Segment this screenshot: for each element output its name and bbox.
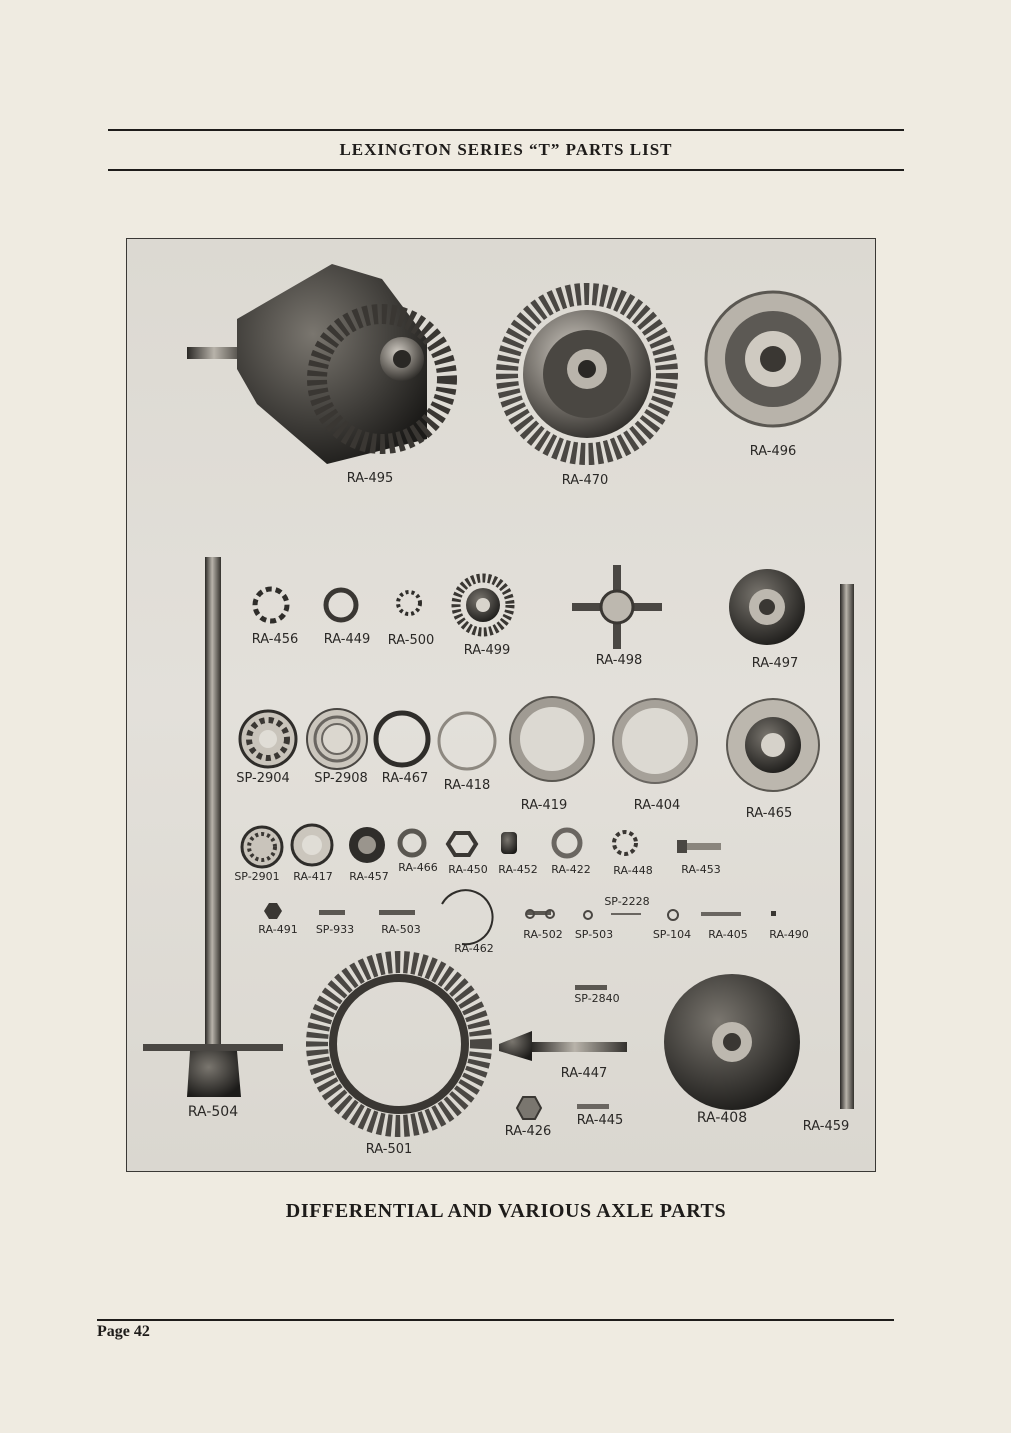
part-label-ra-503: RA-503 <box>381 923 421 936</box>
shim-ra-418 <box>439 713 495 769</box>
ring-gear-ra-501 <box>317 962 481 1126</box>
pin-ra-405 <box>701 912 741 916</box>
part-label-ra-504: RA-504 <box>187 1104 239 1120</box>
part-label-ra-502: RA-502 <box>523 928 563 941</box>
part-label-ra-408: RA-408 <box>696 1110 748 1126</box>
cotter-pin-sp-2228 <box>611 913 641 915</box>
nut-ra-426 <box>517 1097 541 1119</box>
part-label-ra-422: RA-422 <box>551 863 591 876</box>
part-label-sp-2908: SP-2908 <box>314 771 368 786</box>
figure-caption: DIFFERENTIAL AND VARIOUS AXLE PARTS <box>285 1200 727 1222</box>
header-bottom-rule <box>108 169 904 171</box>
part-label-ra-462: RA-462 <box>454 942 494 955</box>
snap-ring-ra-462 <box>442 890 493 944</box>
differential-case-ra-497 <box>729 569 805 645</box>
part-label-sp-104: SP-104 <box>652 928 692 941</box>
page-header-title: LEXINGTON SERIES “T” PARTS LIST <box>339 140 673 159</box>
sleeve-ra-452 <box>501 832 517 854</box>
nut-ra-450 <box>448 833 476 855</box>
screw-sp-2840 <box>575 985 607 990</box>
part-label-ra-447: RA-447 <box>560 1066 608 1081</box>
bearing-cage-ra-465 <box>727 699 819 791</box>
part-label-sp-2901: SP-2901 <box>234 870 280 883</box>
flange-ra-408 <box>664 974 800 1110</box>
part-label-ra-452: RA-452 <box>498 863 538 876</box>
part-label-sp-2228: SP-2228 <box>604 895 650 908</box>
part-label-ra-495: RA-495 <box>346 471 394 486</box>
bolt-sp-933 <box>319 910 345 915</box>
lock-washer-ra-500 <box>398 592 420 614</box>
differential-case-ra-496 <box>706 292 840 426</box>
axle-shaft-ra-459 <box>840 584 854 1109</box>
spider-ra-498 <box>572 565 662 649</box>
differential-assembly-ra-495 <box>187 264 447 464</box>
footer-rule <box>97 1319 894 1321</box>
lock-washer-ra-456 <box>255 589 287 621</box>
part-label-ra-459: RA-459 <box>802 1119 850 1134</box>
washer-ra-449 <box>326 590 356 620</box>
part-label-ra-456: RA-456 <box>251 632 299 647</box>
part-label-ra-466: RA-466 <box>398 861 438 874</box>
part-label-ra-490: RA-490 <box>769 928 809 941</box>
parts-illustration <box>127 239 877 1173</box>
key-ra-445 <box>577 1104 609 1109</box>
ring-ra-467 <box>376 713 428 765</box>
part-label-ra-501: RA-501 <box>365 1142 413 1157</box>
part-label-ra-404: RA-404 <box>633 798 681 813</box>
part-label-sp-503: SP-503 <box>574 928 614 941</box>
washer-ra-422 <box>554 830 580 856</box>
side-gear-ra-499 <box>456 578 510 632</box>
part-label-ra-419: RA-419 <box>520 798 568 813</box>
washer-sp-503 <box>584 911 592 919</box>
nut-ra-491 <box>264 903 282 919</box>
part-label-ra-457: RA-457 <box>349 870 389 883</box>
page-number: Page 42 <box>97 1323 150 1340</box>
bolt-ra-453 <box>677 840 721 853</box>
part-label-ra-426: RA-426 <box>504 1124 552 1139</box>
part-label-ra-500: RA-500 <box>387 633 435 648</box>
part-label-ra-453: RA-453 <box>681 863 721 876</box>
part-label-ra-465: RA-465 <box>745 806 793 821</box>
key-ra-490 <box>771 911 776 916</box>
pinion-ra-447 <box>499 1031 627 1061</box>
part-label-sp-933: SP-933 <box>315 923 355 936</box>
part-label-ra-448: RA-448 <box>613 864 653 877</box>
part-label-sp-2840: SP-2840 <box>574 992 620 1005</box>
bearing-sp-2904 <box>240 711 296 767</box>
part-label-ra-449: RA-449 <box>323 632 371 647</box>
part-label-ra-496: RA-496 <box>749 444 797 459</box>
parts-photo-plate <box>126 238 876 1172</box>
link-ra-502 <box>526 910 554 918</box>
cone-ra-457 <box>349 827 385 863</box>
part-label-ra-467: RA-467 <box>381 771 429 786</box>
lock-washer-ra-448 <box>614 832 636 854</box>
part-label-sp-2904: SP-2904 <box>236 771 290 786</box>
washer-ra-466 <box>400 831 424 855</box>
part-label-ra-470: RA-470 <box>561 473 609 488</box>
bearing-sp-2908 <box>307 709 367 769</box>
washer-sp-104 <box>668 910 678 920</box>
part-label-ra-405: RA-405 <box>708 928 748 941</box>
ring-gear-case-ra-470 <box>507 294 667 454</box>
part-label-ra-491: RA-491 <box>258 923 298 936</box>
gasket-ra-419 <box>510 697 594 781</box>
part-label-ra-497: RA-497 <box>751 656 799 671</box>
part-label-ra-498: RA-498 <box>595 653 643 668</box>
part-label-ra-418: RA-418 <box>443 778 491 793</box>
cup-ra-417 <box>292 825 332 865</box>
bearing-sp-2901 <box>242 827 282 867</box>
header-top-rule <box>108 129 904 131</box>
part-label-ra-499: RA-499 <box>463 643 511 658</box>
gasket-ra-404 <box>613 699 697 783</box>
part-label-ra-445: RA-445 <box>576 1113 624 1128</box>
part-label-ra-417: RA-417 <box>293 870 333 883</box>
bolt-ra-503 <box>379 910 415 915</box>
part-label-ra-450: RA-450 <box>448 863 488 876</box>
